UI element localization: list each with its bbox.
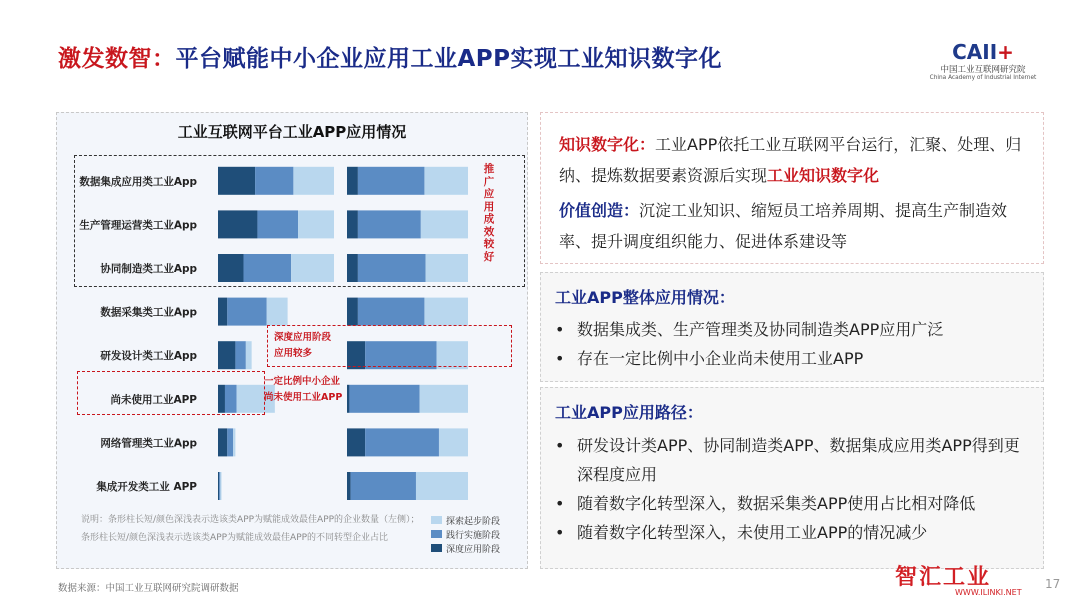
bar-left-segment xyxy=(246,341,252,369)
chart-title: 工业互联网平台工业APP应用情况 xyxy=(177,123,407,141)
chart-note: 说明：条形柱长短/颜色深浅表示选该类APP为赋能成效最佳APP的企业数量（左侧）；条形柱长短/颜色深浅表示选该类APP为赋能成效最佳APP的不同转型企业占比 xyxy=(81,515,420,543)
bar-left-segment xyxy=(218,341,235,369)
category-label: 数据采集类工业App xyxy=(100,306,197,319)
list-item: • 随着数字化转型深入，数据采集类APP使用占比相对降低 xyxy=(555,494,976,513)
logo-cn: 中国工业互联网研究院 xyxy=(940,65,1026,75)
card3-heading: 工业APP应用路径： xyxy=(555,403,703,422)
bar-right-segment xyxy=(349,385,419,413)
logo-mark: CAII+ xyxy=(952,40,1014,64)
knowledge-paragraph: 知识数字化：工业APP依托工业互联网平台运行，汇聚、处理、归纳、提炼数据要素资源后实现工业知识数字化 xyxy=(559,135,1022,185)
bar-left-segment xyxy=(220,472,221,500)
list-item: • 存在一定比例中小企业尚未使用工业APP xyxy=(555,349,864,368)
caii-logo xyxy=(908,42,1058,81)
bar-right-segment xyxy=(416,472,468,500)
unused-highlight-box xyxy=(77,371,265,415)
legend-swatch xyxy=(431,516,442,524)
category-label: 数据集成应用类工业App xyxy=(79,175,197,188)
bar-left-segment xyxy=(267,298,288,326)
bar-right-segment xyxy=(420,385,468,413)
chart-panel xyxy=(56,112,528,569)
card2-list xyxy=(555,315,1035,373)
list-item: • 随着数字化转型深入，未使用工业APP的情况减少 xyxy=(555,523,928,542)
bar-left-segment xyxy=(218,428,227,456)
bar-right-segment xyxy=(347,472,351,500)
usage-path-card xyxy=(540,387,1044,569)
bar-left-segment xyxy=(227,298,266,326)
bar-right-segment xyxy=(347,298,358,326)
category-label: 集成开发类工业 APP xyxy=(96,481,197,493)
list-item: • 研发设计类APP、协同制造类APP、数据集成应用类APP得到更深程度应用 xyxy=(555,436,1020,484)
bar-left-segment xyxy=(219,472,220,500)
bar-right-segment xyxy=(365,428,439,456)
deep-annotation: 深度应用阶段 应用较多 xyxy=(274,332,332,359)
watermark-url: WWW.ILINKI.NET xyxy=(955,588,1022,597)
category-label: 协同制造类工业App xyxy=(100,263,197,275)
category-label: 网络管理类工业App xyxy=(100,437,197,450)
legend-item: 探索起步阶段 xyxy=(431,513,500,527)
card3-list xyxy=(555,431,1035,547)
legend-item: 深度应用阶段 xyxy=(431,541,500,555)
watermark-brand: 智汇工业 xyxy=(895,565,992,590)
group-annotation: 推广应用成效较好 xyxy=(483,163,495,263)
legend-item: 践行实施阶段 xyxy=(431,527,500,541)
bar-left-segment xyxy=(233,428,235,456)
bar-right-segment xyxy=(439,428,468,456)
group-highlight-box xyxy=(74,155,525,287)
bar-right-segment xyxy=(347,385,349,413)
page-title xyxy=(58,40,722,73)
overall-usage-card xyxy=(540,272,1044,382)
title-lead: 激发数智： xyxy=(58,46,176,72)
bar-right-segment xyxy=(424,298,468,326)
page-number: 17 xyxy=(1045,577,1061,591)
legend-swatch xyxy=(431,530,442,538)
category-label: 研发设计类工业App xyxy=(100,350,197,363)
bar-right-segment xyxy=(351,472,416,500)
data-source: 数据来源：中国工业互联网研究院调研数据 xyxy=(58,583,239,594)
category-label: 生产管理运营类工业App xyxy=(79,219,197,232)
legend-swatch xyxy=(431,544,442,552)
bar-right-segment xyxy=(358,298,425,326)
card2-heading: 工业APP整体应用情况： xyxy=(555,288,735,307)
bar-left-segment xyxy=(235,341,245,369)
title-rest: 平台赋能中小企业应用工业APP实现工业知识数字化 xyxy=(175,46,723,72)
chart-legend xyxy=(431,513,500,555)
bar-right-segment xyxy=(347,428,365,456)
bar-left-segment xyxy=(218,472,219,500)
knowledge-card xyxy=(540,112,1044,264)
bar-left-segment xyxy=(227,428,233,456)
logo-en: China Academy of Industrial Internet xyxy=(929,75,1037,81)
list-item: • 数据集成类、生产管理类及协同制造类APP应用广泛 xyxy=(555,320,944,339)
category-label: 尚未使用工业APP xyxy=(110,393,197,406)
unused-annotation: 一定比例中小企业 尚未使用工业APP xyxy=(264,376,343,403)
bar-left-segment xyxy=(218,298,227,326)
value-paragraph: 价值创造：沉淀工业知识、缩短员工培养周期、提高生产制造效率、提升调度组织能力、促进体系建设等 xyxy=(559,201,1008,251)
